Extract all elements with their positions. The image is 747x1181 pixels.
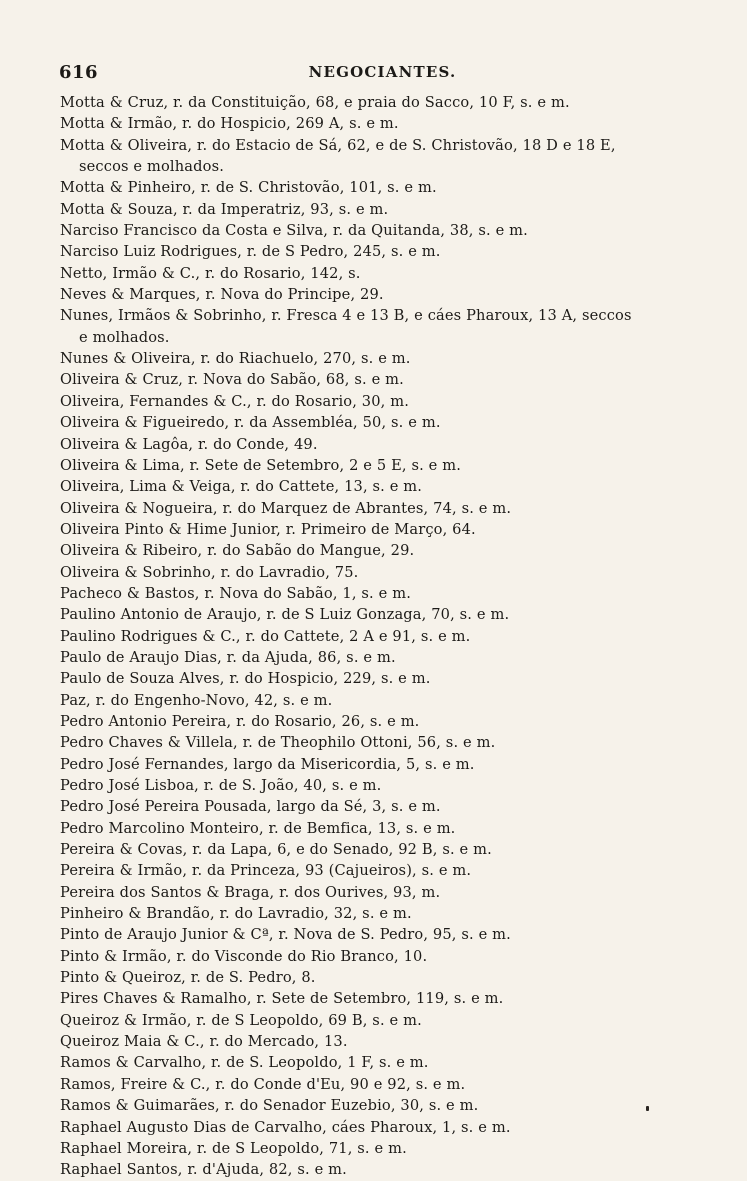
entry-continuation: seccos e molhados. <box>79 158 225 176</box>
entry-line: Pacheco & Bastos, r. Nova do Sabão, 1, s. e m. <box>60 584 411 602</box>
entry-line: Motta & Irmão, r. do Hospicio, 269 A, s. e m. <box>60 115 399 133</box>
entry-line: Oliveira & Nogueira, r. do Marquez de Abrantes, 74, s. e m. <box>60 499 512 517</box>
entry-line: Pereira & Irmão, r. da Princeza, 93 (Cajueiros), s. e m. <box>60 862 472 880</box>
entry-line: Pedro Marcolino Monteiro, r. de Bemfica, 13, s. e m. <box>60 819 456 837</box>
entry-line: Paulino Rodrigues & C., r. do Cattete, 2 A e 91, s. e m. <box>60 627 471 645</box>
entry-line: Motta & Cruz, r. da Constituição, 68, e praia do Sacco, 10 F, s. e m. <box>60 94 570 111</box>
entry-line: Motta & Pinheiro, r. de S. Christovão, 101, s. e m. <box>60 179 437 197</box>
entry-line: Pinheiro & Brandão, r. do Lavradio, 32, s. e m. <box>60 905 412 923</box>
entry-line: Oliveira & Sobrinho, r. do Lavradio, 75. <box>60 563 359 581</box>
entry-line: Queiroz & Irmão, r. de S Leopoldo, 69 B, s. e m. <box>60 1011 422 1029</box>
entry-line: Pereira dos Santos & Braga, r. dos Ourives, 93, m. <box>60 883 441 901</box>
entry-line: Motta & Oliveira, r. do Estacio de Sá, 62, e de S. Christovão, 18 D e 18 E, <box>60 136 616 154</box>
entry-line: Ramos, Freire & C., r. do Conde d'Eu, 90 e 92, s. e m. <box>60 1075 466 1093</box>
entry-line: Oliveira Pinto & Hime Junior, r. Primeiro de Março, 64. <box>60 520 476 538</box>
entry-line: Ramos & Guimarães, r. do Senador Euzebio, 30, s. e m. <box>60 1097 479 1115</box>
entry-line: Paz, r. do Engenho-Novo, 42, s. e m. <box>60 691 333 709</box>
entry-line: Oliveira, Lima & Veiga, r. do Cattete, 13, s. e m. <box>60 478 423 496</box>
entry-line: Oliveira & Figueiredo, r. da Assembléa, 50, s. e m. <box>60 414 441 432</box>
entry-line: Paulino Antonio de Araujo, r. de S Luiz Gonzaga, 70, s. e m. <box>60 606 510 624</box>
entry-line: Nunes & Oliveira, r. do Riachuelo, 270, s. e m. <box>60 350 411 368</box>
entry-line: Neves & Marques, r. Nova do Principe, 29. <box>60 286 384 304</box>
entry-line: Oliveira, Fernandes & C., r. do Rosario, 30, m. <box>60 392 410 410</box>
entry-line: Pinto de Araujo Junior & Cª, r. Nova de S. Pedro, 95, s. e m. <box>60 926 511 944</box>
entry-line: Paulo de Souza Alves, r. do Hospicio, 229, s. e m. <box>60 670 431 688</box>
entry-line: Pedro José Lisboa, r. de S. João, 40, s. e m. <box>60 777 382 794</box>
entry-line: Narciso Francisco da Costa e Silva, r. da Quitanda, 38, s. e m. <box>60 222 528 240</box>
entry-line: Raphael Santos, r. d'Ajuda, 82, s. e m. <box>60 1161 347 1179</box>
running-head: NEGOCIANTES. <box>308 63 457 81</box>
page-number: 616 <box>59 62 99 83</box>
entry-line: Pedro José Fernandes, largo da Misericordia, 5, s. e m. <box>60 755 475 773</box>
entry-line: Oliveira & Ribeiro, r. do Sabão do Mangue, 29. <box>60 542 415 560</box>
entry-line: Oliveira & Lima, r. Sete de Setembro, 2 e 5 E, s. e m. <box>60 456 462 474</box>
entry-line: Netto, Irmão & C., r. do Rosario, 142, s. <box>60 264 361 282</box>
entry-line: Nunes, Irmãos & Sobrinho, r. Fresca 4 e 13 B, e cáes Pharoux, 13 A, seccos <box>60 307 632 325</box>
entry-line: Pedro Chaves & Villela, r. de Theophilo Ottoni, 56, s. e m. <box>60 734 496 752</box>
entry-line: Pinto & Irmão, r. do Visconde do Rio Branco, 10. <box>60 947 428 965</box>
entry-line: Pedro José Pereira Pousada, largo da Sé, 3, s. e m. <box>60 798 441 816</box>
entry-line: Raphael Moreira, r. de S Leopoldo, 71, s. e m. <box>60 1139 407 1157</box>
entry-line: Pedro Antonio Pereira, r. do Rosario, 26, s. e m. <box>60 712 420 730</box>
entry-line: Narciso Luiz Rodrigues, r. de S Pedro, 245, s. e m. <box>60 243 441 261</box>
entry-line: Pereira & Covas, r. da Lapa, 6, e do Senado, 92 B, s. e m. <box>60 841 492 859</box>
entry-line: Paulo de Araujo Dias, r. da Ajuda, 86, s. e m. <box>60 648 396 666</box>
entry-line: Pinto & Queiroz, r. de S. Pedro, 8. <box>60 969 316 987</box>
entry-line: Oliveira & Cruz, r. Nova do Sabão, 68, s. e m. <box>60 371 404 389</box>
entry-line: Pires Chaves & Ramalho, r. Sete de Setembro, 119, s. e m. <box>60 990 504 1008</box>
entry-line: Raphael Augusto Dias de Carvalho, cáes Pharoux, 1, s. e m. <box>60 1118 511 1136</box>
entry-line: Queiroz Maia & C., r. do Mercado, 13. <box>60 1033 348 1051</box>
entry-line: Motta & Souza, r. da Imperatriz, 93, s. e m. <box>60 200 389 218</box>
entry-continuation: e molhados. <box>79 328 170 346</box>
ink-speck <box>646 1106 649 1111</box>
entry-line: Oliveira & Lagôa, r. do Conde, 49. <box>60 435 318 453</box>
entry-line: Ramos & Carvalho, r. de S. Leopoldo, 1 F, s. e m. <box>60 1054 429 1072</box>
merchant-list <box>60 92 700 1181</box>
